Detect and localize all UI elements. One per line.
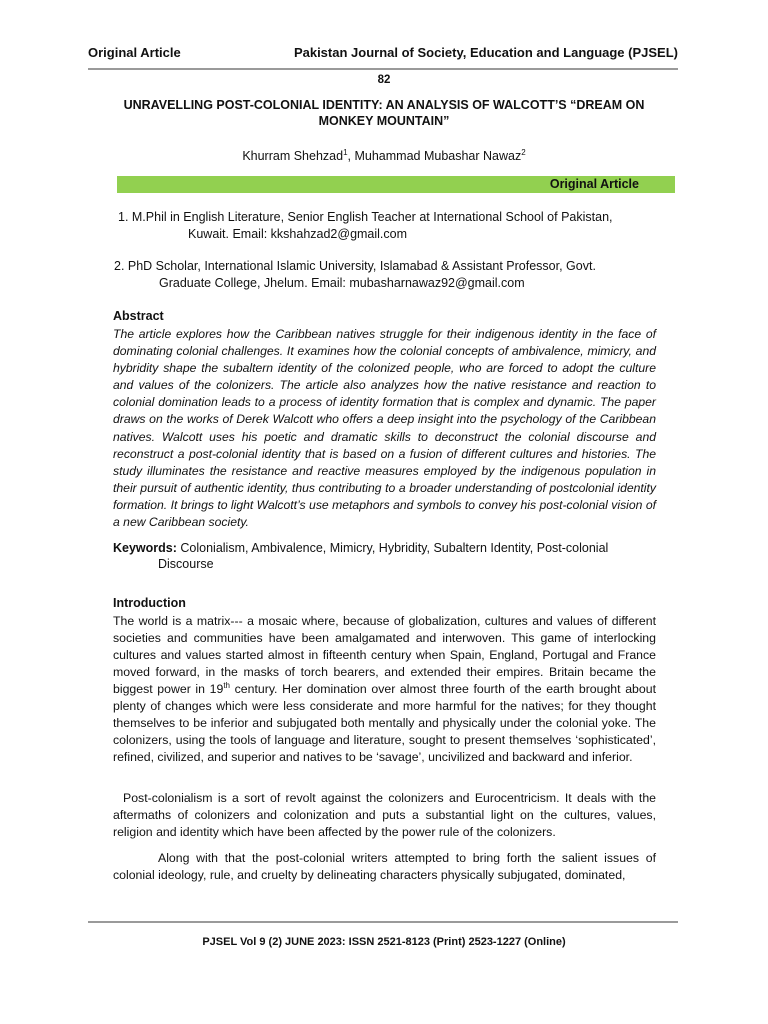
affiliation-2-line-2: Graduate College, Jhelum. Email: mubasharnawaz92@gmail.com [159,276,525,290]
intro-paragraph-2: Post-colonialism is a sort of revolt against the colonizers and Eurocentricism. It deals with the aftermaths of colonizers and colonization and puts a substantial light on the cultures, values, religion and identity which have been affected by the power rule of the colonizers. [113,791,656,839]
author-2-affiliation-mark: 2 [521,148,526,157]
keywords-line-1 [113,540,656,556]
intro-paragraph-3: Along with that the post-colonial writers attempted to bring forth the salient issues of colonial ideology, rule, and cruelty by delineating characters physically subjugated, dominated, [113,851,656,882]
affiliation-1-line-1: 1. M.Phil in English Literature, Senior English Teacher at International School of Pakistan, [118,210,613,224]
header-article-type: Original Article [88,45,181,60]
affiliation-1-line-2: Kuwait. Email: kkshahzad2@gmail.com [188,227,408,241]
keywords-list: Colonialism, Ambivalence, Mimicry, Hybridity, Subaltern Identity, Post-colonial [176,541,609,555]
keywords [113,540,656,572]
intro-paragraph-1-part-a: The world is a matrix--- a mosaic where, because of globalization, cultures and values of different societies and communities have been amalgamated and interwoven. This game of interlocking cultures and values started almost in fifteenth century when Spain, England, Portugal and France moved forward, in the masks of torch bearers, and extended their empires. Britain became the biggest power in 19 [113,614,656,696]
keywords-label: Keywords: [113,541,177,555]
ordinal-suffix: th [223,680,230,690]
header-journal-name: Pakistan Journal of Society, Education and Language (PJSEL) [293,45,678,60]
abstract-heading: Abstract [113,309,164,323]
article-type-bar: Original Article [117,176,675,193]
affiliation-2-line-1: 2. PhD Scholar, International Islamic University, Islamabad & Assistant Professor, Govt. [114,259,596,273]
introduction-heading: Introduction [113,596,186,610]
header-rule [88,68,678,70]
author-2: Muhammad Mubashar Nawaz [354,149,522,164]
keywords-line-2: Discourse [158,557,214,571]
author-1-affiliation-mark: 1 [343,148,348,157]
paper-title: UNRAVELLING POST-COLONIAL IDENTITY: AN ANALYSIS OF WALCOTT’S “DREAM ON MONKEY MOUNTAIN” [123,98,645,128]
author-1: Khurram Shehzad [242,149,344,164]
intro-paragraph-1-part-b: century. Her domination over almost three fourth of the earth brought about plenty of changes which were less considerate and more harmful for the natives; for they thought themselves to be inferior and subjugated both mentally and physically under the colonial yoke. The colonizers, using the tools of language and literature, sought to present themselves ‘sophisticated’, refined, civilized, and superior and natives to be ‘savage’, uncivilized and backward and inferior. [113,682,656,764]
page-number: 82 [377,74,391,86]
author-line [0,148,768,163]
abstract-text: The article explores how the Caribbean natives struggle for their indigenous identity in the face of dominating colonial challenges. It examines how the colonial concepts of ambivalence, mimicry, and hybridity shape the subaltern identity of the colonized people, who are forced to adopt the culture and values of the colonizers. The article also analyzes how the native resistance and reaction to colonial domination leads to a process of identity formation that is complex and dynamic. The paper draws on the works of Derek Walcott who offers a deep insight into the psychology of the Caribbean natives. Walcott uses his poetic and dramatic skills to deconstruct the colonial discourse and reconstruct a post-colonial identity that is based on a fusion of different cultures and histories. The study illuminates the resistance and reactive measures employed by the indigenous population in their pursuit of authentic identity, thus contributing to a broader understanding of postcolonial identity formation. It brings to light Walcott’s use metaphors and symbols to convey his post-colonial vision of a new Caribbean society. [113,327,656,530]
running-footer: PJSEL Vol 9 (2) JUNE 2023: ISSN 2521-8123 (Print) 2523-1227 (Online) [202,936,566,948]
affiliation-2 [114,258,683,292]
footer-rule [88,921,678,923]
affiliation-1 [118,209,683,243]
running-header [88,45,678,60]
intro-paragraph-1 [113,613,656,766]
author-separator: , [347,149,355,164]
